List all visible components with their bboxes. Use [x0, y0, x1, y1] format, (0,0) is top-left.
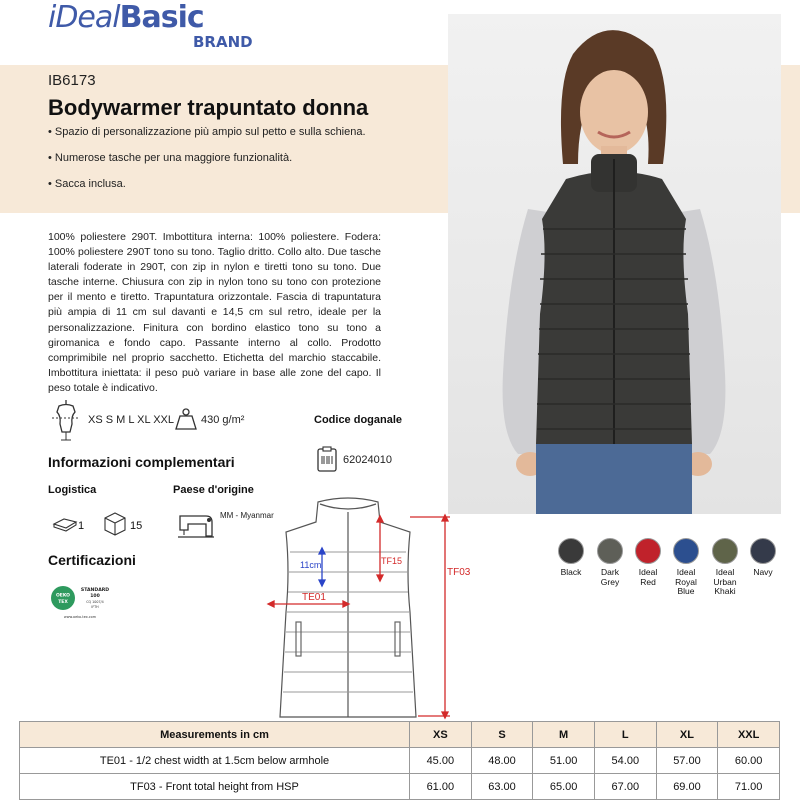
header-cell: XS — [410, 722, 472, 748]
feature-bullets — [48, 126, 366, 204]
header-cell: L — [594, 722, 656, 748]
svg-text:IFTH: IFTH — [91, 605, 99, 609]
color-swatch-black[interactable]: Black — [553, 538, 589, 578]
customs-code-label: Codice doganale — [314, 414, 403, 426]
cell: 67.00 — [594, 774, 656, 800]
color-swatch-ideal-urban-khaki[interactable]: Ideal Urban Khaki — [707, 538, 743, 597]
cell: 61.00 — [410, 774, 472, 800]
header-cell: S — [471, 722, 533, 748]
origin-label: Paese d'origine — [173, 484, 254, 496]
cell: 63.00 — [471, 774, 533, 800]
cell: 48.00 — [471, 748, 533, 774]
product-description: 100% poliestere 290T. Imbottitura interna: 100% poliestere. Fodera: 100% poliestere 290T tono su tono. Taglio dritto. Collo alto. Due tasche laterali foderate in 290T, con zip in nylon e tiretti tono su tono. Due tasche interne. Chiusura con zip in nylon tono su tono con protezione per il mento e tiretto. Trapuntatura orizzontale. Fascia di trapuntatura più ampia di 11 cm sul davanti e 14,5 cm sul retro, ideale per la personalizzazione. Finitura con bordino elastico tono su tono a giromanica e fondo capo. Passante interno al collo. Prodotto comprimibile nel proprio sacchetto. Etichetta del marchio staccabile. Imbottitura iniettata: il peso può variare in base alle zone del capo. Il peso totale è indicativo. — [48, 231, 381, 394]
dim-label-tf03: TF03 — [447, 567, 471, 578]
cell: 57.00 — [656, 748, 718, 774]
dim-label-tf15: TF15 — [381, 556, 403, 566]
product-title: Bodywarmer trapuntato donna — [48, 95, 369, 120]
cell: 45.00 — [410, 748, 472, 774]
header-cell: XL — [656, 722, 718, 748]
bullet-item: • Spazio di personalizzazione più ampio sul petto e sulla schiena. — [48, 126, 366, 138]
cell: 65.00 — [533, 774, 595, 800]
swatch-dot — [635, 538, 661, 564]
svg-text:STANDARD: STANDARD — [80, 588, 110, 593]
model-illustration — [448, 14, 781, 514]
certifications-title: Certificazioni — [48, 552, 136, 568]
color-swatch-ideal-royal-blue[interactable]: Ideal Royal Blue — [668, 538, 704, 597]
swatch-dot — [597, 538, 623, 564]
product-photo — [448, 14, 781, 514]
cell: 54.00 — [594, 748, 656, 774]
product-sku: IB6173 — [48, 72, 96, 89]
logistics-label: Logistica — [48, 484, 97, 496]
row-label: TE01 - 1/2 chest width at 1.5cm below armhole — [20, 748, 410, 774]
swatch-dot — [712, 538, 738, 564]
color-swatch-dark-grey[interactable]: Dark Grey — [592, 538, 628, 587]
color-swatch-ideal-red[interactable]: Ideal Red — [630, 538, 666, 587]
brand-logo: iDealBasic BRAND — [48, 0, 253, 51]
header-cell: M — [533, 722, 595, 748]
cell: 71.00 — [718, 774, 780, 800]
row-label: TF03 - Front total height from HSP — [20, 774, 410, 800]
dim-label-te01: TE01 — [302, 592, 326, 603]
svg-text:TEX: TEX — [58, 600, 68, 605]
swatch-dot — [673, 538, 699, 564]
table-row — [20, 748, 780, 774]
swatch-dot — [558, 538, 584, 564]
oeko-tex-badge — [50, 583, 118, 621]
customs-code-value: 62024010 — [343, 454, 392, 466]
cell: 60.00 — [718, 748, 780, 774]
svg-text:OEKO: OEKO — [55, 593, 71, 599]
mannequin-icon — [50, 398, 82, 442]
svg-text:www.oeko-tex.com: www.oeko-tex.com — [63, 615, 97, 619]
cell: 51.00 — [533, 748, 595, 774]
color-swatch-navy[interactable]: Navy — [745, 538, 781, 578]
sewing-machine-icon — [176, 512, 216, 540]
table-header-row — [20, 722, 780, 748]
svg-text:100: 100 — [90, 594, 100, 599]
carton-box-icon — [102, 510, 128, 536]
cell: 69.00 — [656, 774, 718, 800]
info-section-title: Informazioni complementari — [48, 454, 235, 470]
carton-unit-count: 15 — [130, 520, 143, 532]
header-cell: XXL — [718, 722, 780, 748]
polybag-icon — [52, 516, 78, 532]
svg-text:CQ 1007/4: CQ 1007/4 — [86, 600, 104, 604]
swatch-dot — [750, 538, 776, 564]
size-range: XS S M L XL XXL — [88, 414, 175, 426]
header-cell: Measurements in cm — [20, 722, 410, 748]
bullet-item: • Numerose tasche per una maggiore funzionalità. — [48, 152, 293, 164]
garment-tech-drawing — [260, 492, 480, 722]
dim-label-11cm: 11cm — [300, 560, 322, 570]
table-row — [20, 774, 780, 800]
measurements-table — [19, 721, 780, 800]
weight-icon — [175, 407, 197, 431]
fabric-weight: 430 g/m² — [201, 414, 245, 426]
origin-value: MM - Myanmar — [220, 511, 274, 520]
pack-unit-count: 1 — [78, 520, 85, 532]
clipboard-barcode-icon — [316, 446, 338, 472]
bullet-item: • Sacca inclusa. — [48, 178, 126, 190]
